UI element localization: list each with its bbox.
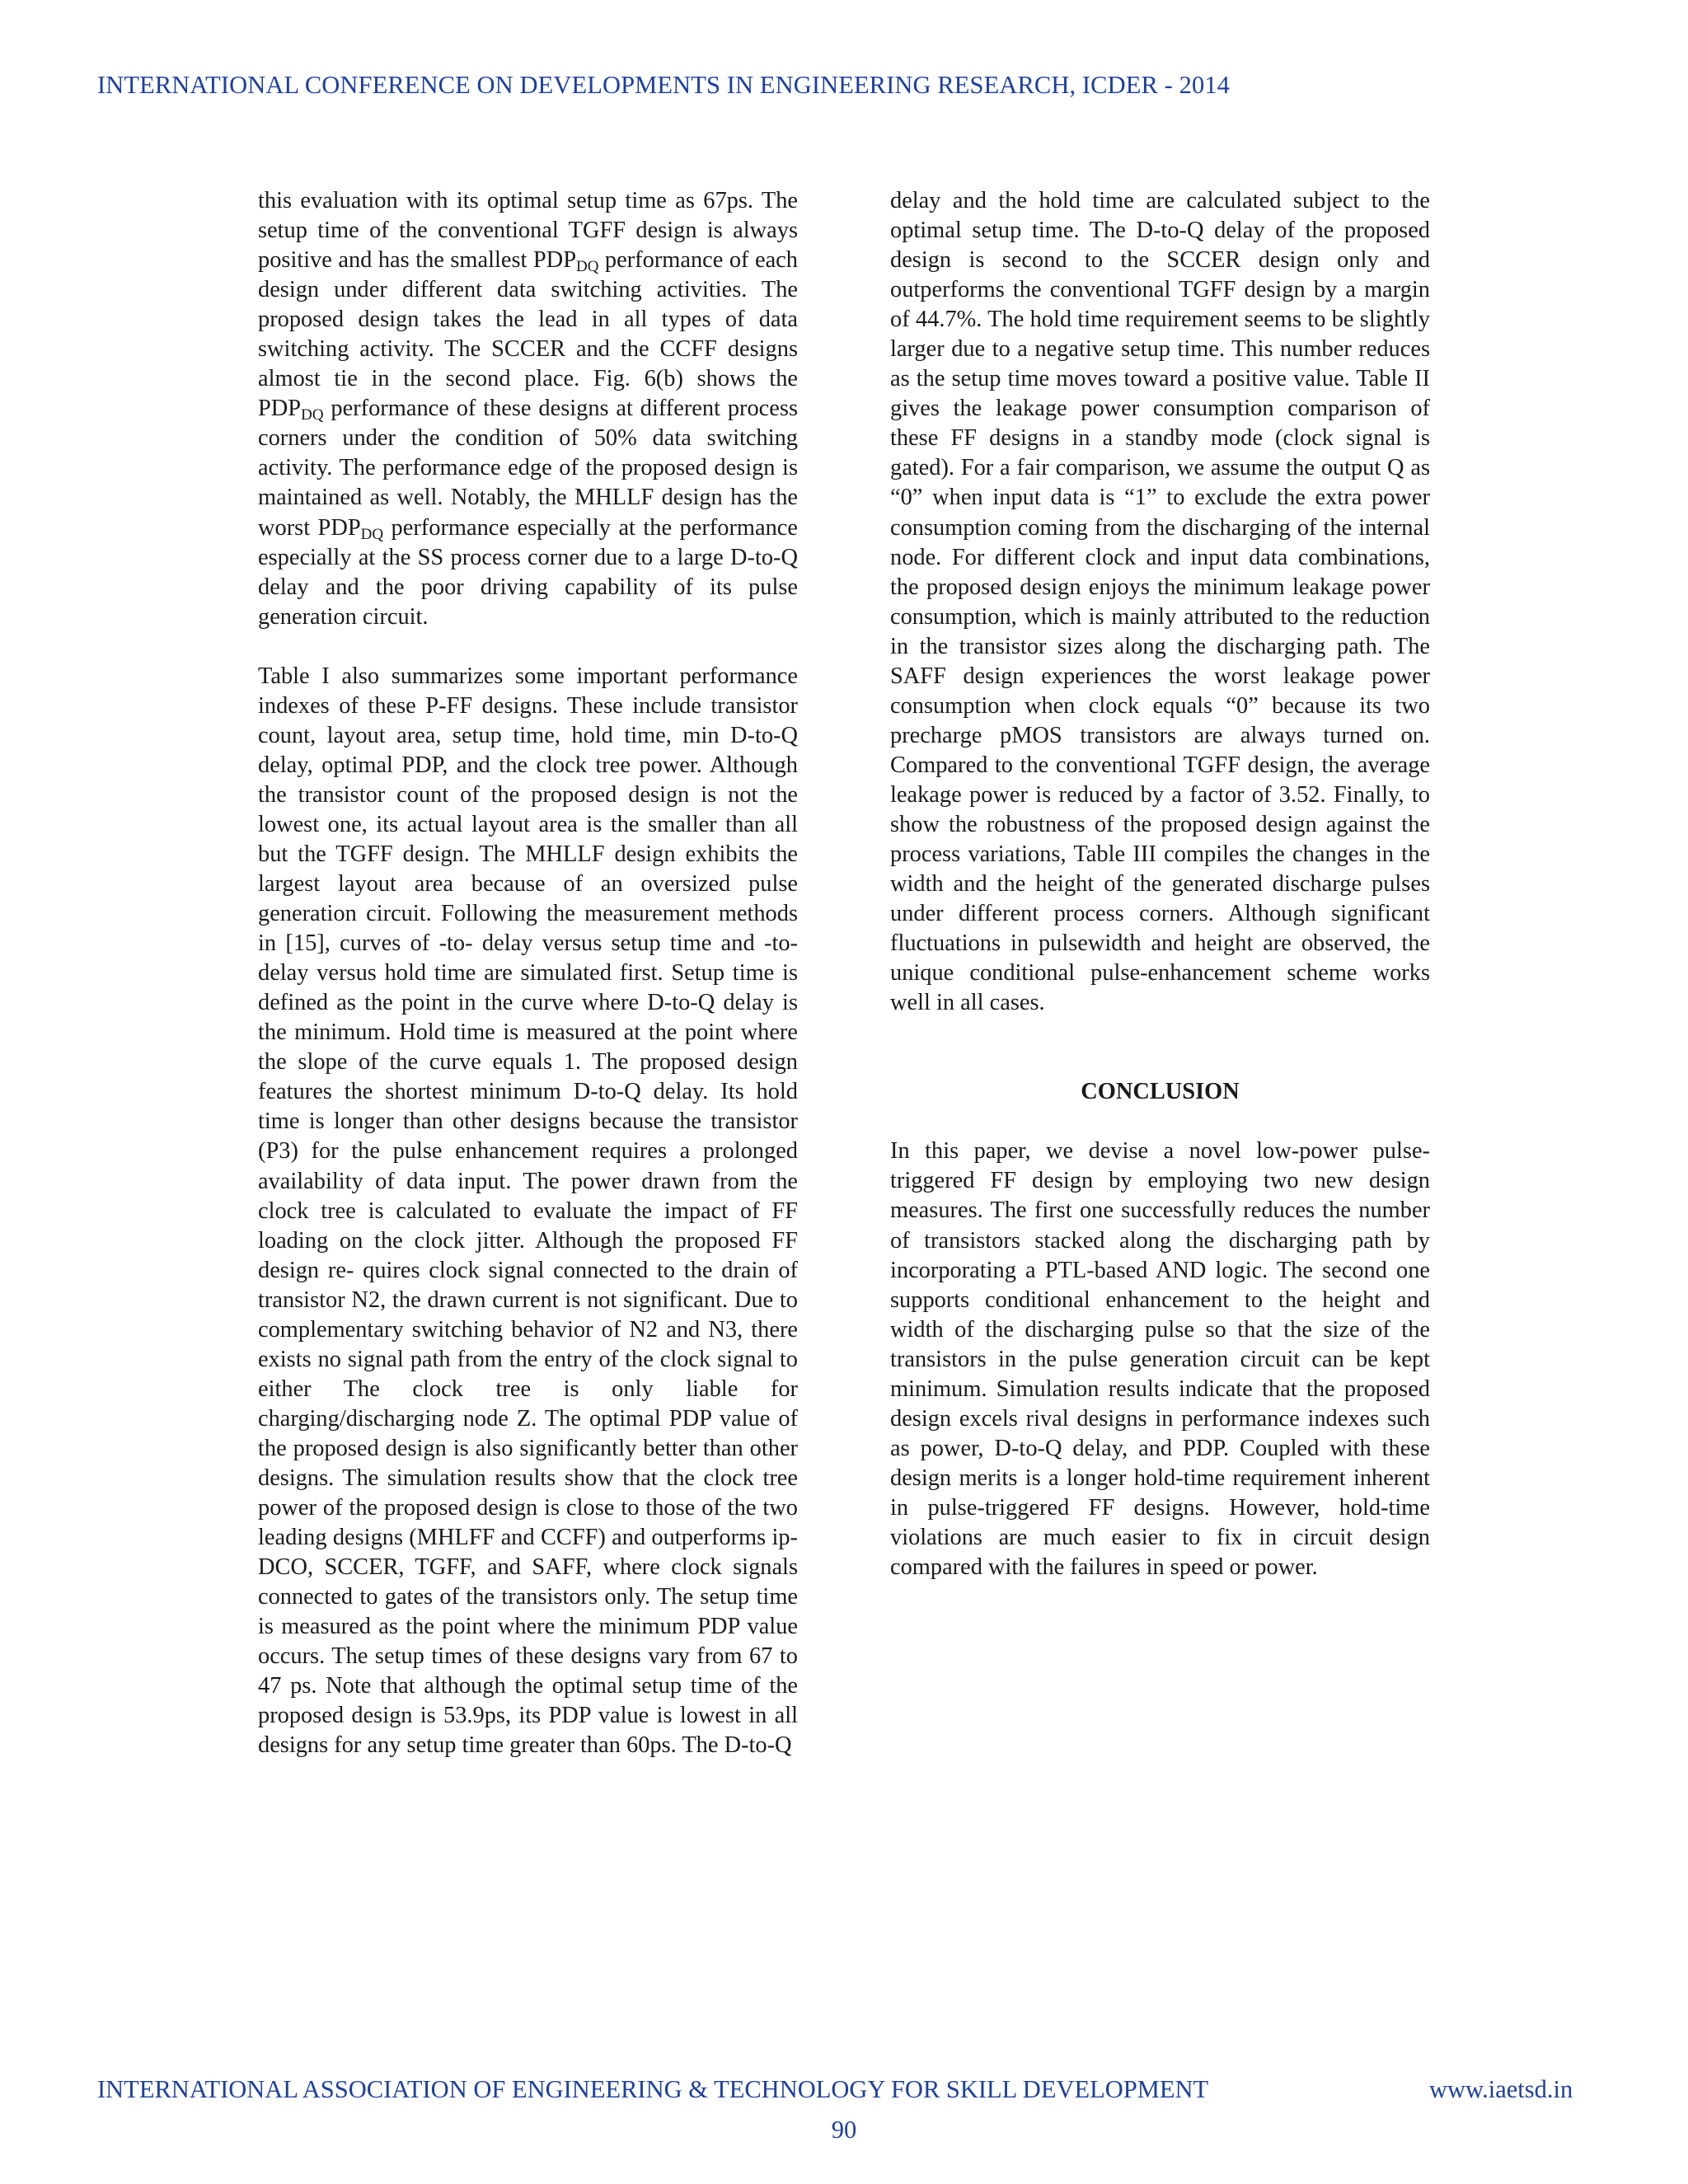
- conclusion-heading: CONCLUSION: [1081, 1079, 1240, 1105]
- conclusion-paragraph: In this paper, we devise a novel low-power pulse-triggered FF design by employing two new design measures. The first one successfully reduces the number of transistors stacked along the discharging path by incorporating a PTL-based AND logic. The second one supports conditional enhancement to the height and width of the discharging pulse so that the size of the transistors in the pulse generation circuit can be kept minimum. Simulation results indicate that the proposed design excels rival designs in performance indexes such as power, D-to-Q delay, and PDP. Coupled with these design merits is a longer hold-time requirement inherent in pulse-triggered FF designs. However, hold-time violations are much easier to fix in circuit design compared with the failures in speed or power.: [890, 1138, 1430, 1581]
- running-header: INTERNATIONAL CONFERENCE ON DEVELOPMENTS IN ENGINEERING RESEARCH, ICDER - 2014: [97, 71, 1231, 99]
- left-paragraph-1: this evaluation with its optimal setup time as 67ps. The setup time of the conventional TGFF design is always positive and has the smallest $PDP_{DQ}$ performance of each design under different data switching activities. The proposed design takes the lead in all types of data switching activity. The SCCER and the CCFF designs almost tie in the second place. Fig. 6(b) shows the $PDP_{DQ}$ performance of these designs at different process corners under the condition of 50% data switching activity. The performance edge of the proposed design is maintained as well. Notably, the MHLLF design has the worst $PDP_{DQ}$ performance especially at the performance especially at the SS process corner due to a large D-to-Q delay and the poor driving capability of its pulse generation circuit.: [258, 188, 798, 630]
- right-paragraph-1: delay and the hold time are calculated subject to the optimal setup time. The D-to-Q delay of the proposed design is second to the SCCER design only and outperforms the conventional TGFF design by a margin of 44.7%. The hold time requirement seems to be slightly larger due to a negative setup time. This number reduces as the setup time moves toward a positive value. Table II gives the leakage power consumption comparison of these FF designs in a standby mode (clock signal is gated). For a fair comparison, we assume the output Q as “0” when input data is “1” to exclude the extra power consumption coming from the discharging of the internal node. For different clock and input data combinations, the proposed design enjoys the minimum leakage power consumption, which is mainly attributed to the reduction in the transistor sizes along the discharging path. The SAFF design experiences the worst leakage power consumption when clock equals “0” because its two precharge pMOS transistors are always turned on. Compared to the conventional TGFF design, the average leakage power is reduced by a factor of 3.52. Finally, to show the robustness of the proposed design against the process variations, Table III compiles the changes in the width and the height of the generated discharge pulses under different process corners. Although significant fluctuations in pulsewidth and height are observed, the unique conditional pulse-enhancement scheme works well in all cases.: [890, 188, 1430, 1016]
- left-paragraph-2: Table I also summarizes some important performance indexes of these P-FF designs. These include transistor count, layout area, setup time, hold time, min D-to-Q delay, optimal PDP, and the clock tree power. Although the transistor count of the proposed design is not the lowest one, its actual layout area is the smaller than all but the TGFF design. The MHLLF design exhibits the largest layout area because of an oversized pulse generation circuit. Following the measurement methods in [15], curves of -to- delay versus setup time and -to- delay versus hold time are simulated first. Setup time is defined as the point in the curve where D-to-Q delay is the minimum. Hold time is measured at the point where the slope of the curve equals 1. The proposed design features the shortest minimum D-to-Q delay. Its hold time is longer than other designs because the transistor (P3) for the pulse enhancement requires a prolonged availability of data input. The power drawn from the clock tree is calculated to evaluate the impact of FF loading on the clock jitter. Although the proposed FF design re- quires clock signal connected to the drain of transistor N2, the drawn current is not significant. Due to complementary switching behavior of N2 and N3, there exists no signal path from the entry of the clock signal to either The clock tree is only liable for charging/discharging node Z. The optimal PDP value of the proposed design is also significantly better than other designs. The simulation results show that the clock tree power of the proposed design is close to those of the two leading designs (MHLFF and CCFF) and outperforms ip-DCO, SCCER, TGFF, and SAFF, where clock signals connected to gates of the transistors only. The setup time is measured as the point where the minimum PDP value occurs. The setup times of these designs vary from 67 to 47 ps. Note that although the optimal setup time of the proposed design is 53.9ps, its PDP value is lowest in all designs for any setup time greater than 60ps. The D-to-Q: [258, 663, 798, 1759]
- footer-organization: INTERNATIONAL ASSOCIATION OF ENGINEERING & TECHNOLOGY FOR SKILL DEVELOPMENT: [97, 2075, 1209, 2103]
- left-column: [258, 186, 798, 1760]
- right-column: [890, 186, 1430, 1582]
- footer-url: www.iaetsd.in: [1429, 2075, 1573, 2103]
- page-number: 90: [831, 2116, 857, 2144]
